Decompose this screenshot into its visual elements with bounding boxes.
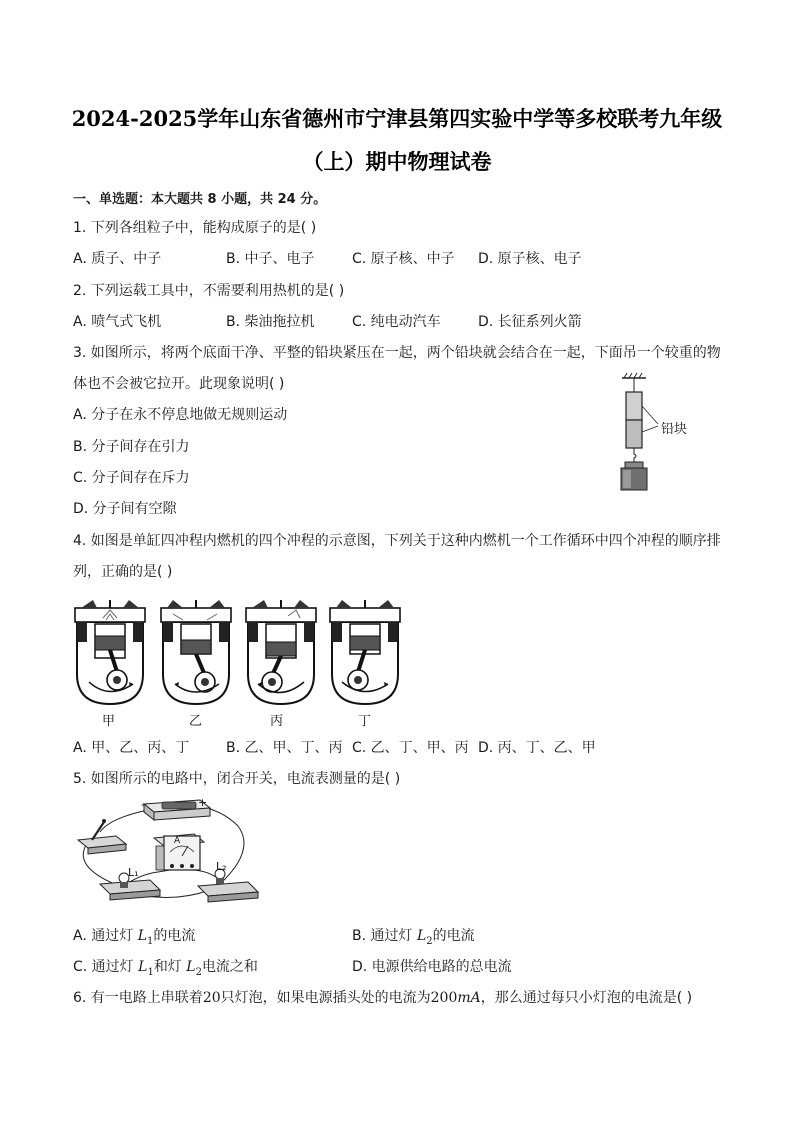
question-3-option-a: A. 分子在永不停息地做无规则运动 <box>73 407 288 423</box>
exam-title-line1: 2024-2025学年山东省德州市宁津县第四实验中学等多校联考九年级 <box>71 106 723 131</box>
question-6-stem: 6. 有一电路上串联着20只灯泡，如果电源插头处的电流为200mA，那么通过每只小灯泡的电流是( ) <box>73 990 693 1006</box>
engine-label-yi: 乙 <box>189 714 203 729</box>
question-5-stem: 5. 如图所示的电路中，闭合开关，电流表测量的是( ) <box>73 771 401 787</box>
question-4-option-a: A. 甲、乙、丙、丁 <box>73 740 190 756</box>
question-1-option-c: C. 原子核、中子 <box>352 251 455 267</box>
engine-diagram-jia <box>73 596 147 708</box>
question-5-option-b: B. 通过灯 $L_2$的电流 <box>352 928 475 947</box>
lead-block-figure <box>612 372 702 492</box>
question-3-stem-line2: 体也不会被它拉开。此现象说明( ) <box>73 376 285 392</box>
question-4-option-c: C. 乙、丁、甲、丙 <box>352 740 469 756</box>
circuit-figure <box>70 794 270 912</box>
lower-lead-block <box>626 420 642 448</box>
question-5-option-a: A. 通过灯 $L_1$的电流 <box>73 928 196 947</box>
question-3-option-c: C. 分子间存在斥力 <box>73 470 190 486</box>
question-2-option-b: B. 柴油拖拉机 <box>226 314 315 330</box>
question-4-stem-line2: 列，正确的是( ) <box>73 564 173 580</box>
battery-minus-label: - <box>141 798 145 811</box>
question-5-option-d: D. 电源供给电路的总电流 <box>352 959 512 975</box>
question-1-option-d: D. 原子核、电子 <box>478 251 582 267</box>
question-5-option-c: C. 通过灯 $L_1$和灯 $L_2$电流之和 <box>73 959 258 978</box>
question-3-option-d: D. 分子间有空隙 <box>73 501 177 517</box>
question-1-stem: 1. 下列各组粒子中，能构成原子的是( ) <box>73 220 317 236</box>
engine-diagram-yi <box>159 596 233 708</box>
question-3-option-b: B. 分子间存在引力 <box>73 439 190 455</box>
exam-title-line2: （上）期中物理试卷 <box>302 149 492 174</box>
hanging-weight <box>625 462 643 468</box>
question-2-option-a: A. 喷气式飞机 <box>73 314 162 330</box>
upper-lead-block <box>626 392 642 420</box>
switch <box>78 819 126 854</box>
battery-plus-label: + <box>198 796 208 809</box>
question-2-option-c: C. 纯电动汽车 <box>352 314 441 330</box>
question-1-option-a: A. 质子、中子 <box>73 251 162 267</box>
engine-label-ding: 丁 <box>358 714 372 729</box>
ammeter-label: A <box>174 836 181 846</box>
engine-diagram-ding <box>328 596 402 708</box>
question-4-stem-line1: 4. 如图是单缸四冲程内燃机的四个冲程的示意图，下列关于这种内燃机一个工作循环中四个冲程的顺序排 <box>73 533 721 549</box>
engine-label-jia: 甲 <box>102 714 116 729</box>
section-header: 一、单选题：本大题共 8 小题，共 24 分。 <box>73 192 327 207</box>
engine-diagram-bing <box>244 596 318 708</box>
lamp-l2-label: L₂ <box>216 860 227 873</box>
question-2-stem: 2. 下列运载工具中，不需要利用热机的是( ) <box>73 283 345 299</box>
lamp-l1-label: L₁ <box>128 866 139 879</box>
question-4-option-d: D. 丙、丁、乙、甲 <box>478 740 596 756</box>
lamp-l2 <box>198 869 258 902</box>
lead-block-label: 铅块 <box>661 422 688 437</box>
ceiling-support <box>622 373 646 392</box>
engine-label-bing: 丙 <box>270 714 284 729</box>
question-1-option-b: B. 中子、电子 <box>226 251 315 267</box>
question-3-stem-line1: 3. 如图所示，将两个底面干净、平整的铅块紧压在一起，两个铅块就会结合在一起，下面吊一个较重的物 <box>73 345 721 361</box>
question-2-option-d: D. 长征系列火箭 <box>478 314 582 330</box>
question-4-option-b: B. 乙、甲、丁、丙 <box>226 740 343 756</box>
